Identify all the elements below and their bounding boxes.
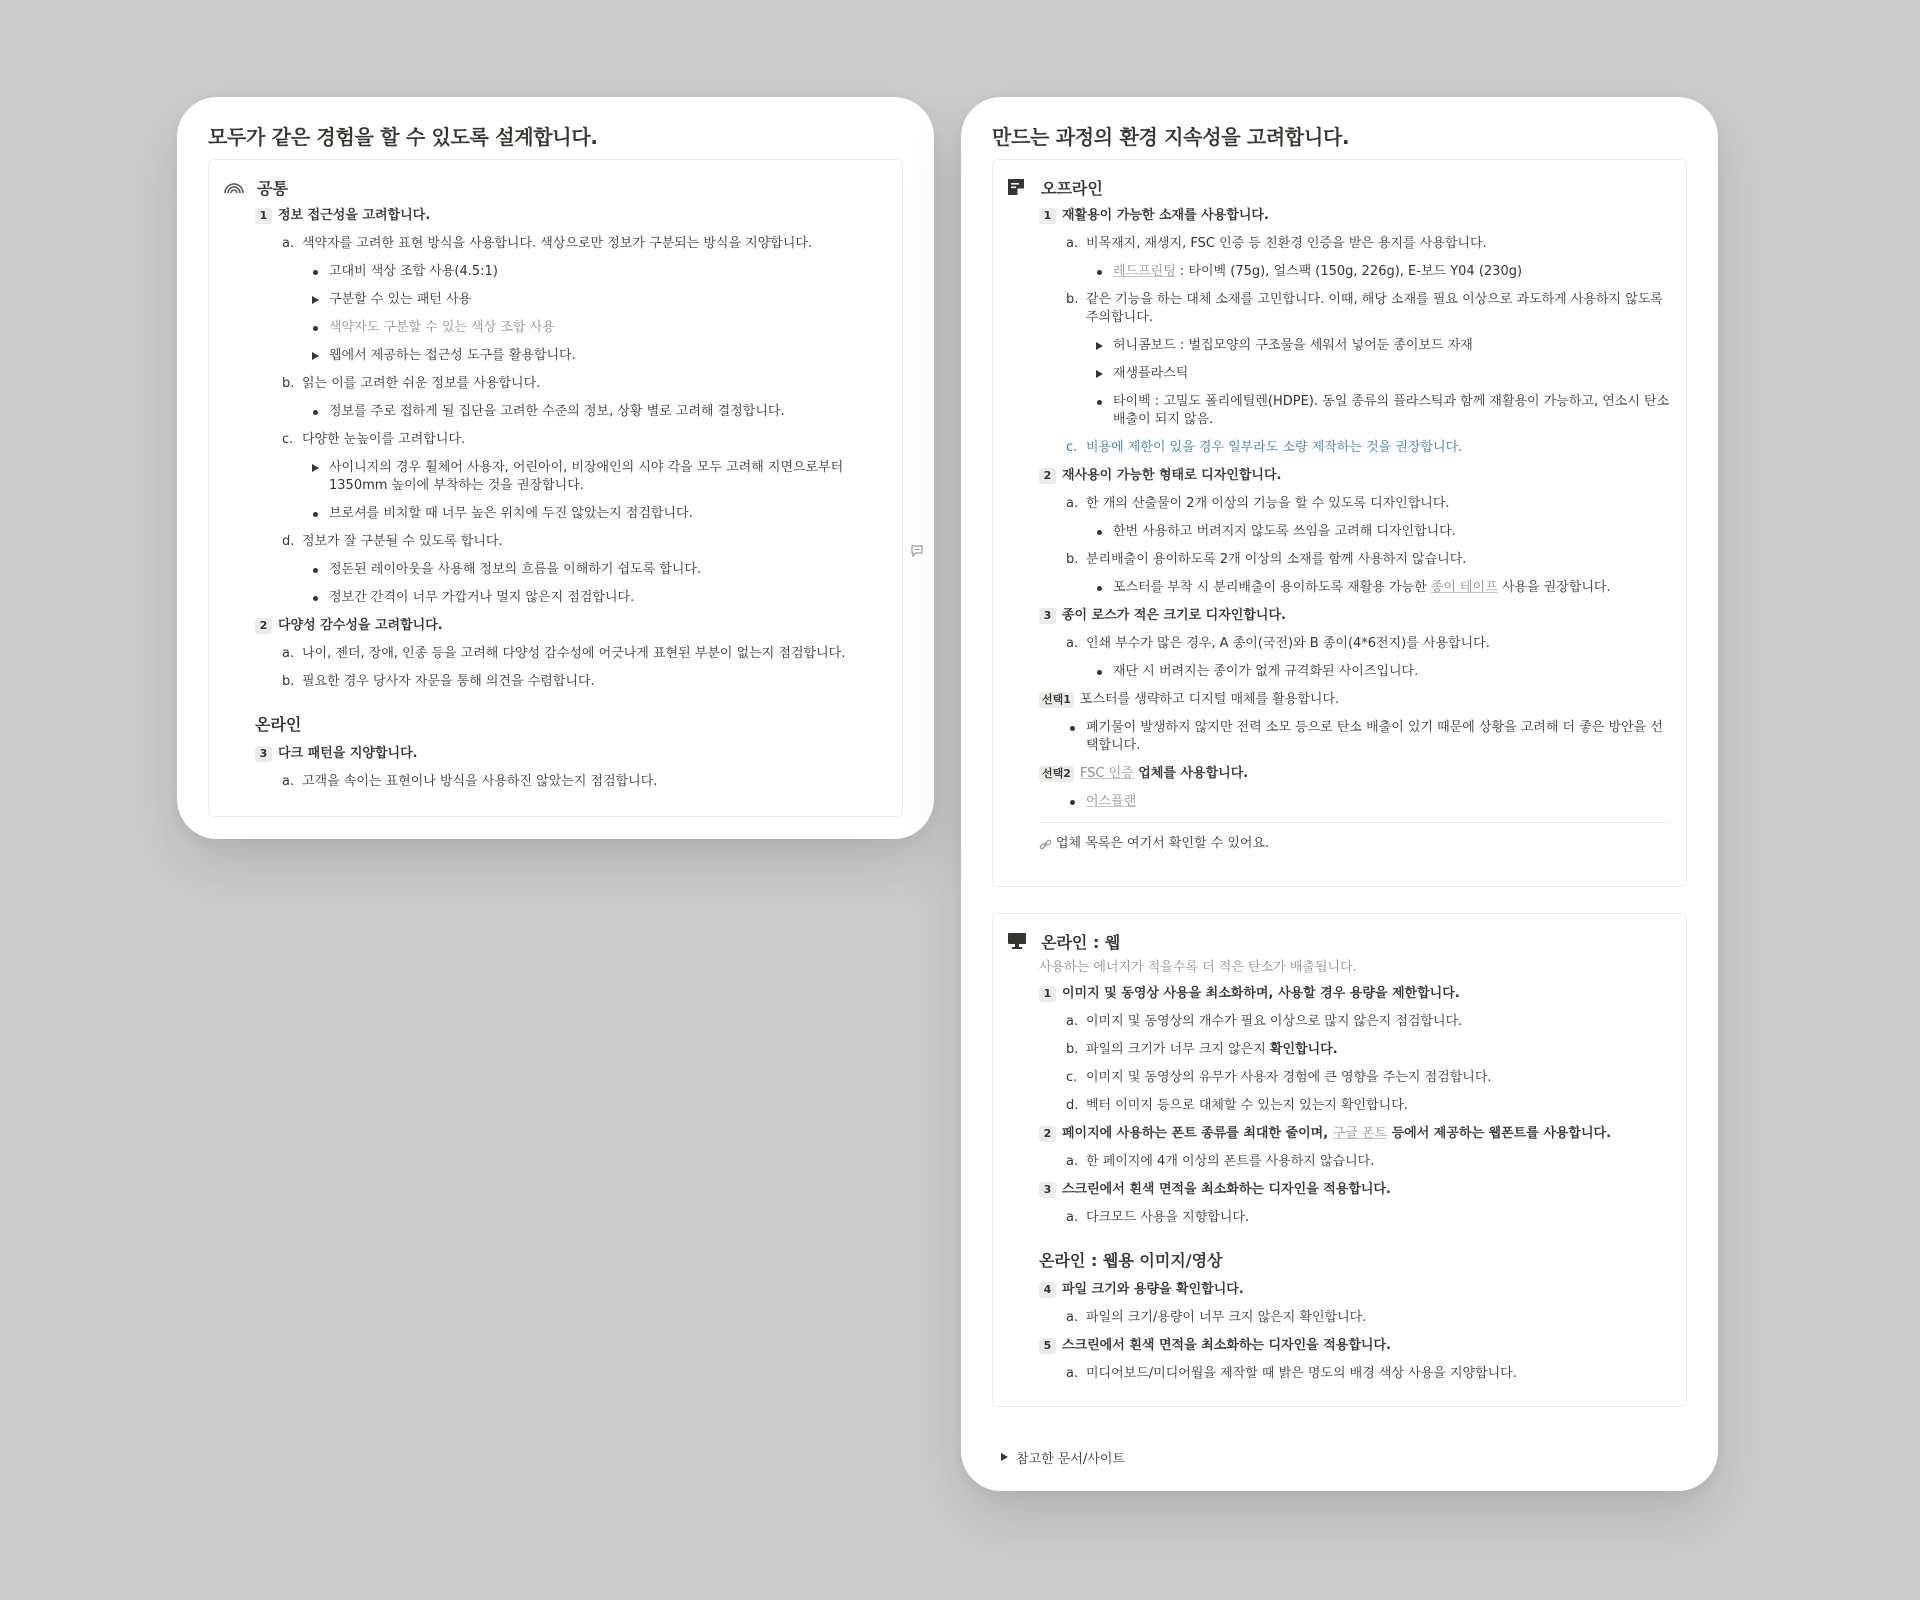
item-text: 정보 접근성을 고려합니다. xyxy=(278,208,431,223)
list-item xyxy=(1007,574,1670,602)
item-text: 브로셔를 비치할 때 너무 높은 위치에 두진 않았는지 점검합니다. xyxy=(329,506,693,521)
list-item xyxy=(1007,546,1670,574)
list-item xyxy=(1007,1304,1670,1332)
item-text: 다크 패턴을 지양합니다. xyxy=(278,746,418,761)
toggle-arrow-icon[interactable] xyxy=(309,459,329,477)
item-text: 다양성 감수성을 고려합니다. xyxy=(278,618,443,633)
bullet xyxy=(1066,793,1086,811)
toggle-item[interactable] xyxy=(223,342,886,370)
list-item xyxy=(1007,1276,1670,1304)
item-text: 파일의 크기/용량이 너무 크지 않은지 확인합니다. xyxy=(1086,1310,1367,1325)
item-text: 재단 시 버려지는 종이가 없게 규격화된 사이즈입니다. xyxy=(1113,664,1419,679)
item-text: 한 페이지에 4개 이상의 폰트를 사용하지 않습니다. xyxy=(1086,1154,1375,1169)
item-text: 정보가 잘 구분될 수 있도록 합니다. xyxy=(302,534,503,549)
item-text: 재사용이 가능한 형태로 디자인합니다. xyxy=(1062,468,1282,483)
item-letter: c. xyxy=(1066,1070,1078,1085)
item-letter: a. xyxy=(282,236,295,251)
item-letter: b. xyxy=(1066,292,1079,307)
list-item xyxy=(223,740,886,768)
item-text: 정보를 주로 접하게 될 집단을 고려한 수준의 정보, 상황 별로 고려해 결정합니다. xyxy=(329,404,785,419)
bullet xyxy=(1093,663,1113,681)
list-item xyxy=(223,668,886,696)
list-item xyxy=(223,500,886,528)
note-icon xyxy=(1007,176,1033,198)
item-text: 타이벡 : 고밀도 폴리에틸렌(HDPE). 동일 종류의 플라스틱과 함께 재활용이 가능하고, 연소시 탄소 배출이 되지 않음. xyxy=(1113,394,1670,427)
vendor-list-link[interactable] xyxy=(1007,829,1670,859)
number-badge: 1 xyxy=(1039,986,1056,1002)
comment-icon[interactable] xyxy=(910,543,924,562)
item-text: 스크린에서 흰색 면적을 최소화하는 디자인을 적용합니다. xyxy=(1062,1338,1391,1353)
item-text: 한 개의 산출물이 2개 이상의 기능을 할 수 있도록 디자인합니다. xyxy=(1086,496,1450,511)
item-text: 이미지 및 동영상의 개수가 필요 이상으로 많지 않은지 점검합니다. xyxy=(1086,1014,1463,1029)
list-item xyxy=(223,230,886,258)
item-text: 구분할 수 있는 패턴 사용 xyxy=(329,292,472,307)
item-letter: a. xyxy=(1066,1310,1079,1325)
item-letter: a. xyxy=(1066,636,1079,651)
list-item xyxy=(223,584,886,612)
list-item xyxy=(1007,258,1670,286)
list-item xyxy=(223,528,886,556)
toggle-arrow-icon[interactable] xyxy=(998,1448,1016,1466)
item-text: 이미지 및 동영상의 유무가 사용자 경험에 큰 영향을 주는지 점검합니다. xyxy=(1086,1070,1492,1085)
list-item xyxy=(1007,490,1670,518)
list-item xyxy=(1007,602,1670,630)
item-text: 스크린에서 흰색 면적을 최소화하는 디자인을 적용합니다. xyxy=(1062,1182,1391,1197)
item-text: 종이 로스가 적은 크기로 디자인합니다. xyxy=(1062,608,1286,623)
item-text: 페이지에 사용하는 폰트 종류를 최대한 줄이며, xyxy=(1062,1126,1333,1141)
number-badge: 3 xyxy=(255,746,272,762)
option-item xyxy=(1007,760,1670,788)
references-toggle[interactable] xyxy=(992,1445,1687,1469)
list-item xyxy=(223,258,886,286)
vendor-list-link-text[interactable]: 업체 목록은 여기서 확인할 수 있어요. xyxy=(1056,836,1270,851)
item-text: 미디어보드/미디어월을 제작할 때 밝은 명도의 배경 색상 사용을 지양합니다. xyxy=(1086,1366,1517,1381)
number-badge: 3 xyxy=(1039,1182,1056,1198)
toggle-arrow-icon[interactable] xyxy=(309,291,329,309)
divider xyxy=(1039,822,1670,823)
item-letter: a. xyxy=(1066,1366,1079,1381)
callout-offline-title: 오프라인 xyxy=(1041,178,1103,198)
list-item xyxy=(1007,1176,1670,1204)
item-letter: a. xyxy=(1066,1154,1079,1169)
number-badge: 2 xyxy=(1039,1126,1056,1142)
item-text: 정보간 간격이 너무 가깝거나 멀지 않은지 점검합니다. xyxy=(329,590,635,605)
item-text: : 타이벡 (75g), 얼스팩 (150g, 226g), E-보드 Y04 (230g) xyxy=(1175,264,1523,279)
callout-offline xyxy=(992,159,1687,887)
monitor-icon xyxy=(1007,930,1033,952)
list-item xyxy=(1007,630,1670,658)
number-badge: 2 xyxy=(1039,468,1056,484)
list-item xyxy=(1007,980,1670,1008)
item-letter: d. xyxy=(282,534,295,549)
item-text: 필요한 경우 당사자 자문을 통해 의견을 수렴합니다. xyxy=(302,674,595,689)
item-text: 포스터를 부착 시 분리배출이 용이하도록 재활용 가능한 xyxy=(1113,580,1431,595)
list-item xyxy=(1007,286,1670,332)
online-description: 사용하는 에너지가 적을수록 더 적은 탄소가 배출됩니다. xyxy=(1039,960,1357,975)
item-text: 다양한 눈높이를 고려합니다. xyxy=(302,432,466,447)
item-text: 웹에서 제공하는 접근성 도구를 활용합니다. xyxy=(329,348,576,363)
number-badge: 4 xyxy=(1039,1282,1056,1298)
toggle-item[interactable] xyxy=(223,286,886,314)
item-text: 같은 기능을 하는 대체 소재를 고민합니다. 이때, 해당 소재를 필요 이상으로 과도하게 사용하지 않도록 주의합니다. xyxy=(1086,292,1663,325)
item-letter: a. xyxy=(282,774,295,789)
bullet xyxy=(309,319,329,337)
list-item xyxy=(1007,714,1670,760)
list-item xyxy=(223,612,886,640)
number-badge: 1 xyxy=(1039,208,1056,224)
list-item xyxy=(1007,230,1670,258)
item-text: 벡터 이미지 등으로 대체할 수 있는지 있는지 확인합니다. xyxy=(1086,1098,1408,1113)
item-text: 비용에 제한이 있을 경우 일부라도 소량 제작하는 것을 권장합니다. xyxy=(1086,440,1463,455)
item-letter: a. xyxy=(1066,1014,1079,1029)
number-badge: 1 xyxy=(255,208,272,224)
item-text: 등에서 제공하는 웹폰트를 사용합니다. xyxy=(1387,1126,1612,1141)
left-online-list xyxy=(223,740,886,796)
item-text: 이미지 및 동영상 사용을 최소화하며, 사용할 경우 용량을 제한합니다. xyxy=(1062,986,1460,1001)
toggle-arrow-icon[interactable] xyxy=(1093,365,1113,383)
item-text: 고대비 색상 조합 사용(4.5:1) xyxy=(329,264,498,279)
list-item xyxy=(1007,1360,1670,1388)
option-tag: 선택2 xyxy=(1039,766,1074,782)
item-text: 분리배출이 용이하도록 2개 이상의 소재를 함께 사용하지 않습니다. xyxy=(1086,552,1467,567)
toggle-item[interactable] xyxy=(223,454,886,500)
callout-common-title: 공통 xyxy=(257,178,288,198)
right-card xyxy=(961,97,1718,1491)
toggle-item[interactable] xyxy=(1007,360,1670,388)
list-item xyxy=(1007,1120,1670,1148)
item-letter: d. xyxy=(1066,1098,1079,1113)
list-item xyxy=(1007,1092,1670,1120)
list-item xyxy=(1007,788,1670,816)
google-fonts-link[interactable]: 구글 폰트 xyxy=(1332,1126,1388,1141)
list-item xyxy=(1007,1148,1670,1176)
callout-online-title: 온라인 : 웹 xyxy=(1041,932,1121,952)
number-badge: 2 xyxy=(255,618,272,634)
item-text-bold: 확인합니다. xyxy=(1269,1042,1338,1057)
left-list xyxy=(223,202,886,696)
item-text: 다크모드 사용을 지향합니다. xyxy=(1086,1210,1250,1225)
list-item xyxy=(223,370,886,398)
item-letter: b. xyxy=(282,376,295,391)
bullet xyxy=(309,403,329,421)
item-text: 고객을 속이는 표현이나 방식을 사용하진 않았는지 점검합니다. xyxy=(302,774,658,789)
item-letter: c. xyxy=(282,432,294,447)
item-letter: a. xyxy=(1066,496,1079,511)
online-image-video-heading: 온라인 : 웹용 이미지/영상 xyxy=(1039,1251,1223,1270)
list-item xyxy=(1007,1008,1670,1036)
item-text: 재생플라스틱 xyxy=(1113,366,1189,381)
item-letter: b. xyxy=(282,674,295,689)
paper-tape-link[interactable]: 종이 테이프 xyxy=(1430,580,1498,595)
bullet xyxy=(309,263,329,281)
list-item xyxy=(223,398,886,426)
bullet xyxy=(309,505,329,523)
bullet xyxy=(1093,393,1113,411)
item-text: 비목재지, 재생지, FSC 인증 등 친환경 인증을 받은 용지를 사용합니다. xyxy=(1086,236,1487,251)
item-letter: b. xyxy=(1066,1042,1079,1057)
references-toggle-label[interactable]: 참고한 문서/사이트 xyxy=(1016,1451,1125,1467)
item-text: 사용을 권장합니다. xyxy=(1497,580,1611,595)
item-letter: c. xyxy=(1066,440,1078,455)
bullet xyxy=(1093,523,1113,541)
item-text: 읽는 이를 고려한 쉬운 정보를 사용합니다. xyxy=(302,376,541,391)
list-item xyxy=(1007,1204,1670,1232)
callout-online-header xyxy=(1007,926,1670,956)
item-letter: a. xyxy=(1066,236,1079,251)
item-text: 허니콤보드 : 벌집모양의 구조물을 세워서 넣어둔 종이보드 자재 xyxy=(1113,338,1473,353)
item-text: 파일의 크기가 너무 크지 않은지 xyxy=(1086,1042,1270,1057)
bullet xyxy=(1066,719,1086,737)
toggle-arrow-icon[interactable] xyxy=(1093,337,1113,355)
item-text: 나이, 젠더, 장애, 인종 등을 고려해 다양성 감수성에 어긋나게 표현된 부분이 없는지 점검합니다. xyxy=(302,646,846,661)
item-text: 색약자도 구분할 수 있는 색상 조합 사용 xyxy=(329,320,555,335)
fsc-link[interactable]: FSC 인증 xyxy=(1079,766,1134,781)
toggle-item[interactable] xyxy=(1007,332,1670,360)
list-item xyxy=(1007,1332,1670,1360)
option-tag: 선택1 xyxy=(1039,692,1074,708)
list-item xyxy=(1007,1036,1670,1064)
callout-common xyxy=(208,159,903,817)
item-text: 폐기물이 발생하지 않지만 전력 소모 등으로 탄소 배출이 있기 때문에 상황을 고려해 더 좋은 방안을 선택합니다. xyxy=(1086,720,1663,753)
list-item xyxy=(1007,518,1670,546)
list-item xyxy=(1007,202,1670,230)
item-text: 정돈된 레이아웃을 사용해 정보의 흐름을 이해하기 쉽도록 합니다. xyxy=(329,562,702,577)
redprinting-link[interactable]: 레드프린팅 xyxy=(1113,264,1176,279)
online-heading: 온라인 xyxy=(255,715,302,734)
list-item xyxy=(223,640,886,668)
callout-online-web xyxy=(992,913,1687,1407)
list-item xyxy=(223,426,886,454)
list-item xyxy=(223,768,886,796)
toggle-arrow-icon[interactable] xyxy=(309,347,329,365)
list-item xyxy=(1007,388,1670,434)
number-badge: 3 xyxy=(1039,608,1056,624)
callout-common-header xyxy=(223,172,886,202)
left-card xyxy=(177,97,934,839)
list-item xyxy=(1007,462,1670,490)
link-icon xyxy=(1039,838,1052,851)
list-item xyxy=(223,202,886,230)
bullet xyxy=(309,561,329,579)
item-letter: a. xyxy=(282,646,295,661)
bullet xyxy=(309,589,329,607)
item-text: 사이니지의 경우 휠체어 사용자, 어린아이, 비장애인의 시야 각을 모두 고려해 지면으로부터 1350mm 높이에 부착하는 것을 권장합니다. xyxy=(329,460,844,493)
callout-offline-header xyxy=(1007,172,1670,202)
item-text: 파일 크기와 용량을 확인합니다. xyxy=(1062,1282,1244,1297)
rainbow-icon xyxy=(223,176,249,198)
item-text: 한번 사용하고 버려지지 않도록 쓰임을 고려해 디자인합니다. xyxy=(1113,524,1456,539)
item-text: 재활용이 가능한 소재를 사용합니다. xyxy=(1062,208,1269,223)
left-card-title: 모두가 같은 경험을 할 수 있도록 설계합니다. xyxy=(208,125,598,149)
item-text: 포스터를 생략하고 디지털 매체를 활용합니다. xyxy=(1079,692,1340,707)
list-item xyxy=(223,314,886,342)
list-item xyxy=(223,556,886,584)
earthplan-link[interactable]: 어스플랜 xyxy=(1086,794,1137,809)
option-item xyxy=(1007,686,1670,714)
list-item xyxy=(1007,1064,1670,1092)
item-text: 인쇄 부수가 많은 경우, A 종이(국전)와 B 종이(4*6전지)를 사용합니다. xyxy=(1086,636,1490,651)
bullet xyxy=(1093,263,1113,281)
item-letter: b. xyxy=(1066,552,1079,567)
item-letter: a. xyxy=(1066,1210,1079,1225)
list-item xyxy=(1007,434,1670,462)
item-text: 색약자를 고려한 표현 방식을 사용합니다. 색상으로만 정보가 구분되는 방식을 지양합니다. xyxy=(302,236,813,251)
number-badge: 5 xyxy=(1039,1338,1056,1354)
right-card-title: 만드는 과정의 환경 지속성을 고려합니다. xyxy=(992,125,1350,149)
list-item xyxy=(1007,658,1670,686)
bullet xyxy=(1093,579,1113,597)
item-text: 업체를 사용합니다. xyxy=(1133,766,1249,781)
